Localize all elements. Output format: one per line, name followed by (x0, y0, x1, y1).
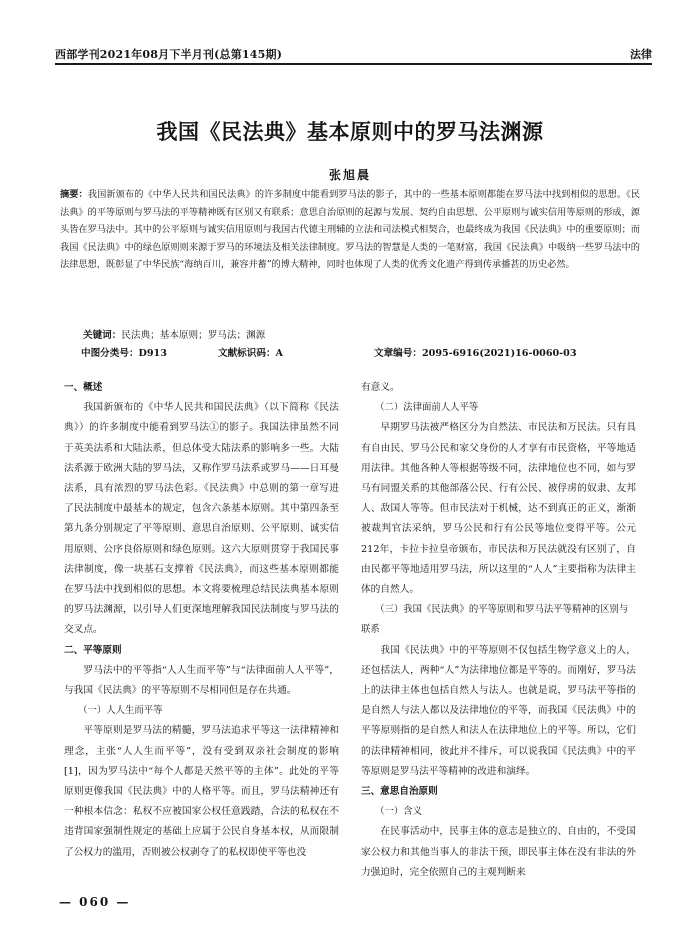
paragraph: 我国《民法典》中的平等原则不仅包括生物学意义上的人，还包括法人，两种“人”为法律地位都是平等的。而刚好，罗马法上的法律主体也包括自然人与法人。也就是说，罗马法平等指的是自然人与法人都以及法律地位的平等，而我国《民法典》中的平等原则指的是自然人和法人在法律地位上的平等。所以，它们的法律精神相同，彼此并不排斥，可以说我国《民法典》中的平等原则是罗马法平等精神的改进和演绎。 (361, 644, 636, 777)
running-header (55, 46, 652, 64)
journal-issue: 西部学刊2021年08月下半月刊(总第145期) (55, 48, 283, 61)
section-heading: 三、意思自治原则 (361, 786, 438, 798)
section-heading: 二、平等原则 (64, 644, 122, 656)
section-heading: 一、概述 (64, 382, 103, 393)
document-code: 文献标识码：A (218, 348, 284, 359)
abstract (60, 186, 640, 274)
page-number: — 060 — (59, 895, 131, 909)
body-column-right (361, 378, 636, 883)
paragraph: 在民事活动中，民事主体的意志是独立的、自由的，不受国家公权力和其他当事人的非法干预，即民事主体在没有非法的外力强迫时，完全依照自己的主观判断来 (361, 826, 636, 878)
section-name: 法律 (630, 48, 652, 61)
article-title: 我国《民法典》基本原则中的罗马法渊源 (156, 119, 544, 144)
paragraph: 我国新颁布的《中华人民共和国民法典》（以下简称《民法典》）的许多制度中能看到罗马法①的影子。我国法律虽然不同于英美法系和大陆法系，但总体受大陆法系的影响多一些。大陆法系源于欧洲大陆的罗马法，又称作罗马法系或罗马——日耳曼法系，具有浓烈的罗马法色彩。《民法典》中总则的第一章写进了民法制度中最基本的规定，包含六条基本原则。其中第四条至第九条分别规定了平等原则、意思自治原则、公平原则、诚实信用原则、公序良俗原则和绿色原则。这六大原则贯穿于我国民事法律制度，像一块基石支撑着《民法典》，而这些基本原则都能在罗马法中找到相似的思想。本文将要梳理总结民法典基本原则的罗马法渊源，以引导人们更深地理解我国民法制度与罗马法的交叉点。 (64, 402, 339, 636)
paragraph-continued: 有意义。 (361, 382, 400, 393)
body-column-left (64, 378, 339, 863)
keywords-label: 关键词： (83, 330, 122, 341)
paragraph: 罗马法中的平等指“人人生而平等”与“法律面前人人平等”，与我国《民法典》的平等原则不尽相同但是存在共通。 (64, 664, 339, 697)
subsection-heading: （一）含义 (375, 806, 422, 818)
paragraph: 平等原则是罗马法的精髓，罗马法追求平等这一法律精神和理念，主张“人人生而平等”，没有受到双亲社会制度的影响[1]，因为罗马法中“每个人都是天然平等的主体”。此处的平等原则更像我国《民法典》中的人格平等。而且，罗马法精神还有一种根本信念：私权不应被国家公权任意践踏，合法的私权在不违背国家强制性规定的基础上应属于公民自身基本权，从而限制了公权力的滥用，否则被公权剥夺了的私权即使平等也没 (64, 725, 339, 858)
article-number: 文章编号：2095-6916(2021)16-0060-03 (374, 348, 577, 359)
keywords-text: 民法典；基本原则；罗马法；渊源 (121, 330, 266, 341)
subsection-heading: （一）人人生而平等 (78, 705, 163, 717)
subsection-heading: （二）法律面前人人平等 (375, 402, 479, 414)
abstract-text: 我国新颁布的《中华人民共和国民法典》的许多制度中能看到罗马法的影子，其中的一些基本原则都能在罗马法中找到相似的思想。《民法典》的平等原则与罗马法的平等精神既有区别又有联系；意思自治原则的起源与发展、契约自由思想、公平原则与诚实信用等原则的形成，源头皆在罗马法中。其中的公平原则与诚实信用原则与我国古代德主刑辅的立法和司法模式相契合，也最终成为我国《民法典》中的重要原则；而我国《民法典》中的绿色原则则来源于罗马的环境法及相关法律制度。罗马法的智慧是人类的一笔财富，我国《民法典》中吸纳一些罗马法中的法律思想，既彰显了中华民族“海纳百川，兼容并蓄”的博大精神，同时也体现了人类的优秀文化遗产得到传承播甚的历史必然。 (60, 189, 640, 270)
author-name: 张旭晨 (328, 168, 371, 182)
subsection-heading: （三）我国《民法典》的平等原则和罗马法平等精神的区别与联系 (361, 604, 629, 636)
keywords (83, 327, 643, 341)
header-rule (55, 63, 652, 65)
abstract-label: 摘要： (60, 189, 88, 200)
paragraph: 早期罗马法被严格区分为自然法、市民法和万民法。只有具有自由民、罗马公民和家父身份的人才享有市民资格，平等地适用法律。其他各种人等根据等级不同，法律地位也不同，如与罗马有同盟关系的其他部落公民、行有公民、被俘虏的奴隶、友邦人、敌国人等等。但市民法对于机械，达不到真正的正义，渐渐被裁判官法采纳，罗马公民和行有公民等地位变得平等。公元212年，卡拉卡拉皇帝颁布，市民法和万民法就没有区别了，自由民都平等地适用罗马法，所以这里的“人人”主要指称为法律主体的自然人。 (361, 422, 636, 596)
clc-number: 中图分类号：D913 (81, 348, 167, 359)
